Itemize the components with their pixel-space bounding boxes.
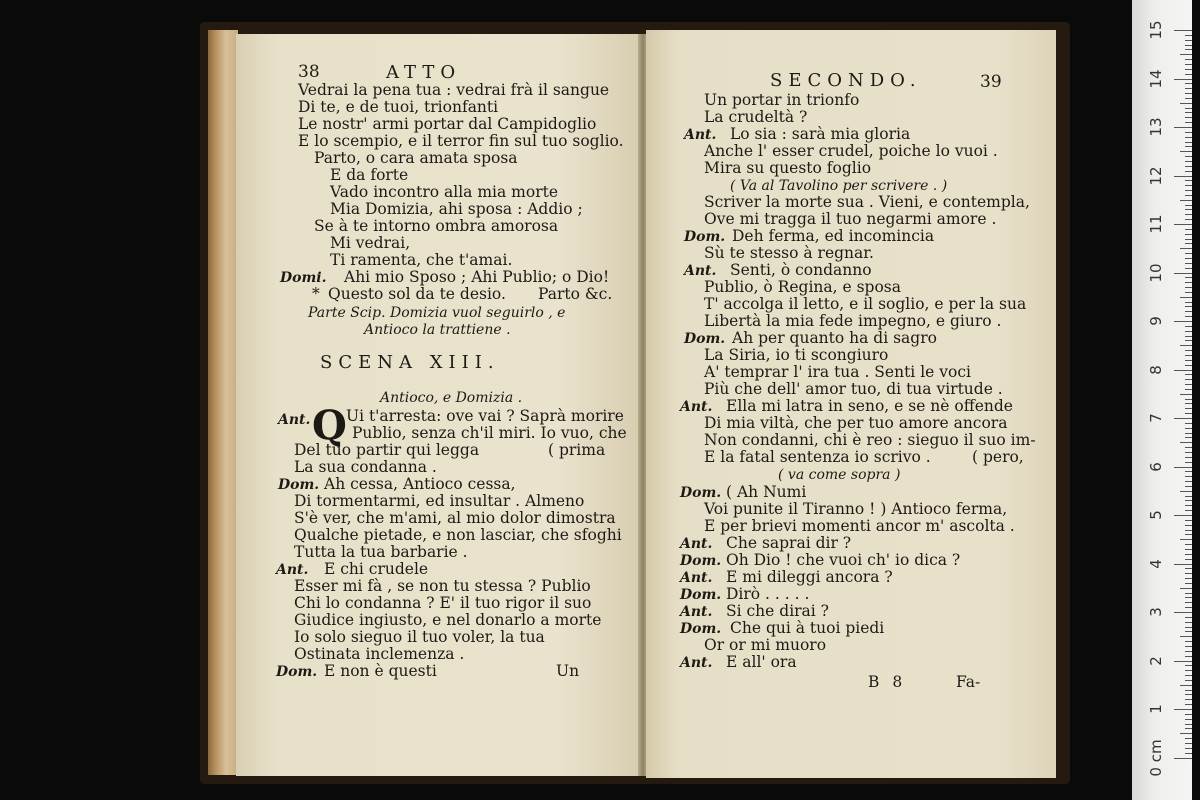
text-line: E non è questi — [324, 662, 437, 680]
text-line: Vedrai la pena tua : vedrai frà il sangue — [298, 81, 610, 99]
ruler-tick — [1185, 631, 1192, 632]
speaker-label: Ant. — [680, 399, 713, 415]
ruler-tick — [1185, 190, 1192, 191]
ruler-tick — [1185, 142, 1192, 143]
asterisk-mark: * — [312, 285, 320, 303]
text-line: Ahi mio Sposo ; Ahi Publio; o Dio! — [344, 268, 610, 286]
ruler-tick — [1185, 743, 1192, 744]
ruler-tick — [1185, 365, 1192, 366]
ruler-tick — [1185, 694, 1192, 695]
text-line: Se à te intorno ombra amorosa — [314, 217, 559, 235]
ruler-tick — [1185, 680, 1192, 681]
speaker-label: Domi. — [280, 270, 327, 286]
ruler-tick — [1185, 457, 1192, 458]
speaker-label: Dom. — [680, 485, 722, 501]
ruler-label: 13 — [1147, 117, 1165, 137]
text-line: Questo sol da te desio. — [328, 285, 506, 303]
ruler-tick — [1185, 593, 1192, 594]
ruler-tick — [1185, 481, 1192, 482]
text-line: S'è ver, che m'ami, al mio dolor dimostra — [294, 509, 616, 527]
text-line: Dirò . . . . . — [726, 585, 810, 603]
ruler-tick — [1185, 549, 1192, 550]
ruler-tick — [1185, 59, 1192, 60]
speaker-label: Dom. — [278, 477, 320, 493]
ruler-tick — [1185, 374, 1192, 375]
ruler-tick — [1185, 93, 1192, 94]
measuring-ruler — [1132, 0, 1192, 800]
ruler-tick — [1185, 578, 1192, 579]
ruler-tick — [1185, 263, 1192, 264]
ruler-tick — [1185, 403, 1192, 404]
ruler-tick — [1180, 733, 1192, 734]
ruler-label: 11 — [1147, 214, 1165, 234]
ruler-tick — [1185, 360, 1192, 361]
ruler-tick — [1185, 185, 1192, 186]
ruler-tick — [1185, 156, 1192, 157]
ruler-tick — [1180, 491, 1192, 492]
ruler-tick — [1185, 40, 1192, 41]
speaker-label: Ant. — [278, 412, 311, 428]
ruler-tick — [1185, 607, 1192, 608]
text-line: Or or mi muoro — [704, 636, 827, 654]
ruler-tick — [1185, 302, 1192, 303]
text-line: Parto, o cara amata sposa — [314, 149, 518, 167]
ruler-tick — [1185, 413, 1192, 414]
ruler-tick — [1180, 248, 1192, 249]
ruler-tick — [1185, 597, 1192, 598]
text-line: Di mia viltà, che per tuo amore ancora — [704, 414, 1008, 432]
text-line: Senti, ò condanno — [730, 261, 872, 279]
speaker-label: Dom. — [684, 331, 726, 347]
left-page — [236, 34, 641, 776]
ruler-tick — [1185, 219, 1192, 220]
text-line: E all' ora — [726, 653, 797, 671]
ruler-label: 8 — [1147, 364, 1165, 375]
speaker-label: Ant. — [276, 562, 309, 578]
ruler-tick — [1185, 423, 1192, 424]
ruler-tick — [1185, 69, 1192, 70]
ruler-label: 2 — [1147, 655, 1165, 666]
ruler-tick — [1174, 176, 1192, 177]
ruler-label: 5 — [1147, 510, 1165, 520]
ruler-tick — [1185, 287, 1192, 288]
ruler-tick — [1185, 753, 1192, 754]
ruler-tick — [1185, 384, 1192, 385]
ruler-tick — [1185, 74, 1192, 75]
text-line: Ti ramenta, che t'amai. — [330, 251, 513, 269]
text-line: Un portar in trionfo — [704, 91, 860, 109]
signature-mark: B 8 — [868, 673, 907, 691]
ruler-tick — [1185, 573, 1192, 574]
ruler-tick — [1185, 399, 1192, 400]
ruler-tick — [1185, 214, 1192, 215]
text-line: Più che dell' amor tuo, di tua virtude . — [704, 380, 1003, 398]
ruler-tick — [1185, 627, 1192, 628]
ruler-tick — [1185, 617, 1192, 618]
ruler-tick — [1180, 151, 1192, 152]
ruler-tick — [1185, 641, 1192, 642]
text-line: Voi punite il Tiranno ! ) Antioco ferma, — [704, 500, 1008, 518]
ruler-tick — [1180, 103, 1192, 104]
ruler-tick — [1185, 505, 1192, 506]
speaker-label: Ant. — [680, 536, 713, 552]
ruler-tick — [1185, 389, 1192, 390]
ruler-tick — [1185, 311, 1192, 312]
text-line: Sù te stesso à regnar. — [704, 244, 874, 262]
ruler-tick — [1185, 171, 1192, 172]
ruler-tick — [1185, 602, 1192, 603]
ruler-tick — [1185, 146, 1192, 147]
ruler-tick — [1185, 122, 1192, 123]
speaker-label: Ant. — [684, 263, 717, 279]
ruler-tick — [1185, 331, 1192, 332]
ruler-label: 1 — [1147, 704, 1165, 714]
ruler-tick — [1180, 200, 1192, 201]
ruler-tick — [1185, 137, 1192, 138]
ruler-tick — [1185, 656, 1192, 657]
text-line: A' temprar l' ira tua . Senti le voci — [704, 363, 971, 381]
text-line: Publio, senza ch'il miri. Io vuo, che — [352, 424, 627, 442]
ruler-tick — [1174, 418, 1192, 419]
ruler-label: 0 cm — [1147, 738, 1165, 777]
ruler-tick — [1174, 370, 1192, 371]
ruler-tick — [1185, 486, 1192, 487]
ruler-tick — [1174, 515, 1192, 516]
text-line: Mia Domizia, ahi sposa : Addio ; — [330, 200, 583, 218]
stage-direction: Parte Scip. Domizia vuol seguirlo , e — [308, 305, 566, 321]
text-line: Ella mi latra in seno, e se nè offende — [726, 397, 1013, 415]
text-line: Ah cessa, Antioco cessa, — [324, 475, 516, 493]
ruler-tick — [1180, 297, 1192, 298]
ruler-tick — [1185, 268, 1192, 269]
text-line: ( prima — [548, 441, 606, 459]
text-line: Anche l' esser crudel, poiche lo vuoi . — [704, 142, 998, 160]
ruler-label: 15 — [1147, 20, 1165, 40]
text-line: Libertà la mia fede impegno, e giuro . — [704, 312, 1002, 330]
text-line: Ove mi tragga il tuo negarmi amore . — [704, 210, 997, 228]
stage-direction: Antioco la trattiene . — [364, 322, 511, 338]
ruler-tick — [1185, 510, 1192, 511]
speaker-label: Ant. — [680, 570, 713, 586]
ruler-tick — [1185, 699, 1192, 700]
ruler-tick — [1185, 520, 1192, 521]
text-line: Oh Dio ! che vuoi ch' io dica ? — [726, 551, 961, 569]
ruler-tick — [1185, 408, 1192, 409]
ruler-tick — [1185, 379, 1192, 380]
ruler-tick — [1174, 467, 1192, 468]
text-line: Del tuo partir qui legga — [294, 441, 480, 459]
ruler-tick — [1185, 462, 1192, 463]
ruler-tick — [1185, 350, 1192, 351]
stage-direction: ( Va al Tavolino per scrivere . ) — [730, 178, 948, 194]
ruler-tick — [1174, 224, 1192, 225]
text-line: Esser mi fà , se non tu stessa ? Publio — [294, 577, 591, 595]
ruler-tick — [1185, 282, 1192, 283]
catchword-left: Un — [556, 662, 580, 680]
ruler-tick — [1185, 355, 1192, 356]
ruler-tick — [1180, 394, 1192, 395]
ruler-label: 3 — [1147, 607, 1165, 617]
ruler-tick — [1185, 336, 1192, 337]
ruler-tick — [1185, 559, 1192, 560]
ruler-tick — [1174, 709, 1192, 710]
ruler-tick — [1185, 49, 1192, 50]
text-line: Tutta la tua barbarie . — [294, 543, 468, 561]
ruler-tick — [1185, 447, 1192, 448]
ruler-tick — [1174, 661, 1192, 662]
text-line: Che qui à tuoi piedi — [730, 619, 885, 637]
text-line: Parto &c. — [538, 285, 613, 303]
text-line: E da forte — [330, 166, 409, 184]
text-line: Io solo sieguo il tuo voler, la tua — [294, 628, 545, 646]
text-line: E la fatal sentenza io scrivo . — [704, 448, 931, 466]
text-line: E per brievi momenti ancor m' ascolta . — [704, 517, 1015, 535]
text-line: Chi lo condanna ? E' il tuo rigor il suo — [294, 594, 592, 612]
text-line: Ui t'arresta: ove vai ? Saprà morire — [346, 407, 624, 425]
ruler-tick — [1180, 54, 1192, 55]
ruler-tick — [1185, 428, 1192, 429]
ruler-tick — [1185, 433, 1192, 434]
drop-cap: Q — [312, 402, 347, 449]
text-line: Mira su questo foglio — [704, 159, 872, 177]
ruler-tick — [1174, 273, 1192, 274]
ruler-tick — [1180, 636, 1192, 637]
ruler-tick — [1185, 738, 1192, 739]
page-number-left: 38 — [298, 62, 320, 82]
text-line: Si che dirai ? — [726, 602, 829, 620]
ruler-tick — [1185, 704, 1192, 705]
ruler-tick — [1185, 651, 1192, 652]
ruler-tick — [1180, 345, 1192, 346]
ruler-tick — [1174, 127, 1192, 128]
ruler-tick — [1185, 554, 1192, 555]
ruler-tick — [1185, 180, 1192, 181]
catchword-right: Fa- — [956, 673, 981, 691]
ruler-tick — [1185, 326, 1192, 327]
ruler-tick — [1174, 30, 1192, 31]
speaker-label: Dom. — [680, 587, 722, 603]
ruler-tick — [1185, 530, 1192, 531]
ruler-tick — [1185, 316, 1192, 317]
ruler-tick — [1174, 321, 1192, 322]
text-line: La crudeltà ? — [704, 108, 808, 126]
speaker-label: Dom. — [684, 229, 726, 245]
ruler-tick — [1185, 496, 1192, 497]
ruler-tick — [1185, 112, 1192, 113]
text-line: E mi dileggi ancora ? — [726, 568, 893, 586]
text-line: E lo scempio, e il terror fin sul tuo soglio. — [298, 132, 624, 150]
text-line: Ostinata inclemenza . — [294, 645, 465, 663]
ruler-tick — [1185, 88, 1192, 89]
ruler-tick — [1185, 234, 1192, 235]
ruler-label: 10 — [1147, 262, 1165, 283]
ruler-tick — [1174, 612, 1192, 613]
speaker-label: Dom. — [680, 621, 722, 637]
ruler-tick — [1185, 306, 1192, 307]
ruler-tick — [1185, 471, 1192, 472]
ruler-tick — [1185, 229, 1192, 230]
text-line: Ah per quanto ha di sagro — [732, 329, 937, 347]
speaker-label: Dom. — [680, 553, 722, 569]
ruler-tick — [1185, 277, 1192, 278]
ruler-tick — [1185, 161, 1192, 162]
text-line: ( Ah Numi — [726, 483, 807, 501]
ruler-tick — [1185, 670, 1192, 671]
right-page — [646, 30, 1056, 778]
ruler-tick — [1185, 748, 1192, 749]
ruler-tick — [1185, 525, 1192, 526]
ruler-tick — [1174, 79, 1192, 80]
ruler-label: 4 — [1147, 558, 1165, 569]
ruler-tick — [1185, 132, 1192, 133]
ruler-tick — [1185, 45, 1192, 46]
ruler-tick — [1180, 685, 1192, 686]
text-line: Scriver la morte sua . Vieni, e contempla, — [704, 193, 1030, 211]
text-line: ( pero, — [972, 448, 1024, 466]
ruler-tick — [1185, 64, 1192, 65]
text-line: Di te, e de tuoi, trionfanti — [298, 98, 499, 116]
ruler-tick — [1185, 476, 1192, 477]
ruler-tick — [1185, 258, 1192, 259]
text-line: E chi crudele — [324, 560, 429, 578]
text-line: Lo sia : sarà mia gloria — [730, 125, 911, 143]
ruler-tick — [1185, 98, 1192, 99]
page-number-right: 39 — [980, 72, 1002, 92]
scene-title: SCENA XIII. — [320, 352, 500, 373]
speaker-label: Ant. — [684, 127, 717, 143]
ruler-label: 12 — [1147, 165, 1165, 186]
ruler-tick — [1185, 568, 1192, 569]
ruler-tick — [1185, 35, 1192, 36]
ruler-tick — [1180, 539, 1192, 540]
text-line: Vado incontro alla mia morte — [330, 183, 559, 201]
ruler-tick — [1185, 728, 1192, 729]
running-head-left: ATTO — [386, 62, 462, 83]
ruler-tick — [1174, 564, 1192, 565]
ruler-tick — [1180, 588, 1192, 589]
ruler-tick — [1185, 534, 1192, 535]
ruler-tick — [1185, 452, 1192, 453]
ruler-tick — [1185, 117, 1192, 118]
ruler-tick — [1185, 195, 1192, 196]
text-line: Che saprai dir ? — [726, 534, 852, 552]
speaker-label: Ant. — [680, 604, 713, 620]
running-head-right: SECONDO. — [770, 70, 922, 91]
text-line: Deh ferma, ed incomincia — [732, 227, 935, 245]
ruler-tick — [1185, 243, 1192, 244]
ruler-tick — [1185, 205, 1192, 206]
ruler-tick — [1185, 209, 1192, 210]
text-line: La sua condanna . — [294, 458, 437, 476]
ruler-label: 9 — [1147, 316, 1165, 326]
ruler-tick — [1185, 292, 1192, 293]
ruler-tick — [1185, 724, 1192, 725]
ruler-label: 7 — [1147, 413, 1165, 423]
text-line: Le nostr' armi portar dal Campidoglio — [298, 115, 597, 133]
page-edges — [208, 30, 238, 775]
ruler-tick — [1180, 442, 1192, 443]
ruler-tick — [1185, 665, 1192, 666]
speaker-label: Ant. — [680, 655, 713, 671]
ruler-tick — [1185, 437, 1192, 438]
ruler-tick — [1185, 690, 1192, 691]
text-line: La Siria, io ti scongiuro — [704, 346, 889, 364]
ruler-tick — [1185, 340, 1192, 341]
text-line: Non condanni, chi è reo : sieguo il suo im- — [704, 431, 1036, 449]
text-line: Giudice ingiusto, e nel donarlo a morte — [294, 611, 602, 629]
text-line: Publio, ò Regina, e sposa — [704, 278, 901, 296]
ruler-tick — [1185, 675, 1192, 676]
ruler-label: 14 — [1147, 68, 1165, 89]
speaker-label: Dom. — [276, 664, 318, 680]
ruler-tick — [1185, 719, 1192, 720]
text-line: Mi vedrai, — [330, 234, 411, 252]
ruler-tick — [1185, 239, 1192, 240]
ruler-tick — [1185, 500, 1192, 501]
ruler-tick — [1185, 583, 1192, 584]
stage-direction: ( va come sopra ) — [778, 467, 901, 483]
ruler-tick — [1185, 166, 1192, 167]
ruler-tick — [1174, 758, 1192, 759]
ruler-tick — [1185, 83, 1192, 84]
ruler-tick — [1185, 714, 1192, 715]
ruler-tick — [1185, 622, 1192, 623]
text-line: Di tormentarmi, ed insultar . Almeno — [294, 492, 585, 510]
ruler-tick — [1185, 646, 1192, 647]
ruler-tick — [1185, 544, 1192, 545]
text-line: Qualche pietade, e non lasciar, che sfoghi — [294, 526, 622, 544]
ruler-tick — [1185, 108, 1192, 109]
ruler-tick — [1185, 253, 1192, 254]
text-line: T' accolga il letto, e il soglio, e per la sua — [704, 295, 1027, 313]
ruler-label: 6 — [1147, 461, 1165, 472]
character-list: Antioco, e Domizia . — [380, 390, 523, 406]
